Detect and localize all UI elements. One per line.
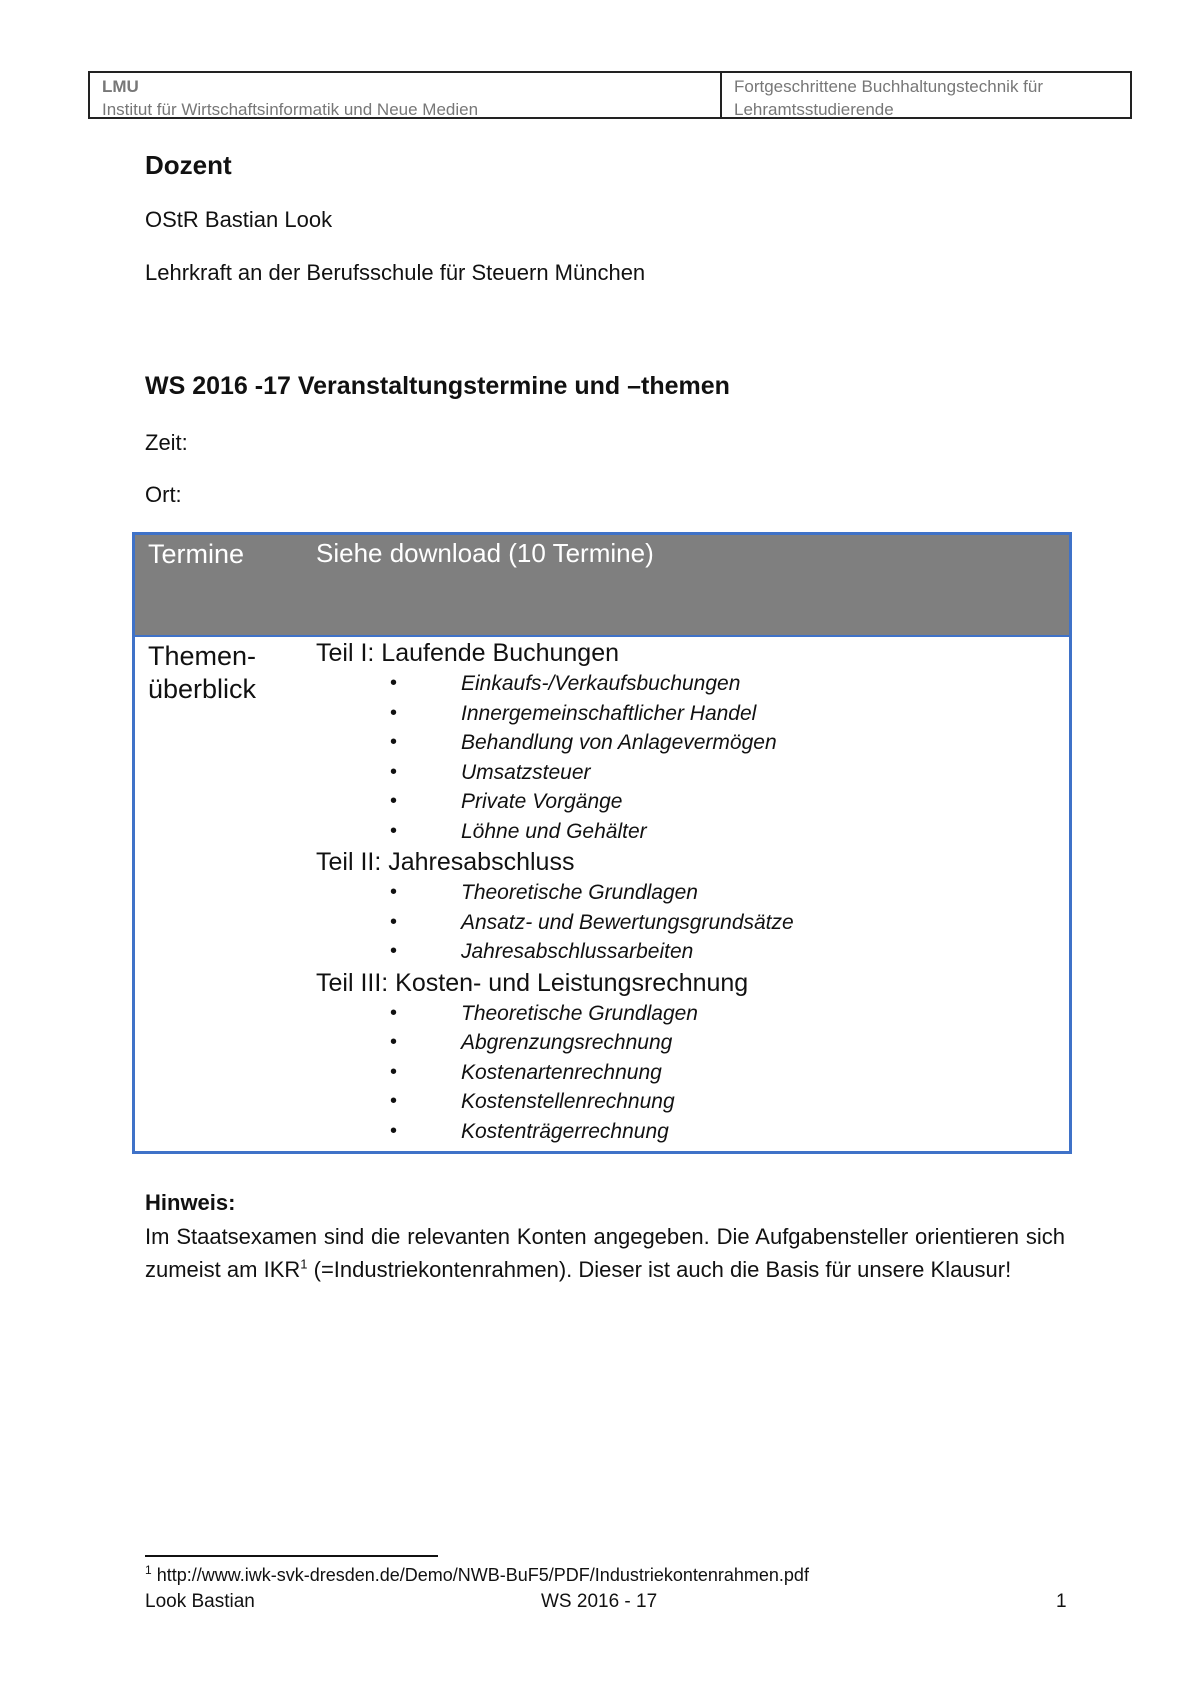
hinweis-title: Hinweis:	[145, 1190, 236, 1215]
bullet-icon: •	[390, 790, 398, 812]
hinweis-paragraph	[145, 1220, 1065, 1286]
topic-label: Kostenartenrechnung	[461, 1060, 662, 1084]
footer-semester: WS 2016 - 17	[541, 1591, 658, 1612]
termine-label: Termine	[148, 539, 245, 569]
topic-label: Löhne und Gehälter	[461, 819, 647, 843]
bullet-icon: •	[390, 1119, 398, 1142]
bullet-icon: •	[390, 731, 398, 753]
header-left-cell	[90, 73, 722, 117]
zeit-label: Zeit:	[145, 430, 188, 455]
page-header	[88, 71, 1132, 119]
topic-item	[316, 669, 794, 699]
themen-row	[135, 635, 1069, 1151]
bullet-icon: •	[390, 1090, 398, 1112]
bullet-icon: •	[390, 819, 398, 842]
termine-value: Siehe download (10 Termine)	[316, 538, 654, 568]
header-institute: Institut für Wirtschaftsinformatik und Neue Medien	[102, 100, 479, 119]
bullet-icon: •	[390, 1060, 398, 1083]
header-course-line1: Fortgeschrittene Buchhaltungstechnik für	[734, 77, 1044, 96]
footnote-mark: 1	[145, 1563, 152, 1577]
hinweis-text-after: (=Industriekontenrahmen). Dieser ist auch die Basis für unsere Klausur!	[307, 1257, 1012, 1282]
topic-label: Kostenträgerrechnung	[461, 1119, 669, 1143]
footer-author: Look Bastian	[145, 1591, 255, 1612]
themen-content	[316, 637, 794, 1146]
bullet-icon: •	[390, 760, 398, 783]
topic-item	[316, 787, 794, 817]
footnote-divider	[145, 1555, 438, 1557]
hinweis-text-before: Im Staatsexamen sind die relevanten Konten angegeben. Die Aufgabensteller orientieren sich zumeist am IKR	[145, 1224, 1065, 1282]
topic-label: Einkaufs-/Verkaufsbuchungen	[461, 672, 741, 695]
termine-row	[135, 535, 1069, 635]
topic-item	[316, 758, 794, 788]
topic-label: Theoretische Grundlagen	[461, 881, 698, 904]
topic-item	[316, 937, 794, 967]
topic-label: Private Vorgänge	[461, 790, 623, 813]
topic-item	[316, 728, 794, 758]
topic-label: Theoretische Grundlagen	[461, 1001, 698, 1025]
footer-page-number: 1	[1056, 1591, 1067, 1612]
footnote-reference[interactable]: 1	[300, 1256, 308, 1272]
topic-item	[316, 1087, 794, 1117]
schedule-table	[132, 532, 1072, 1154]
dozent-role: Lehrkraft an der Berufsschule für Steuern München	[145, 260, 646, 285]
ort-label: Ort:	[145, 482, 182, 507]
header-org: LMU	[102, 77, 139, 96]
bullet-icon: •	[390, 672, 398, 694]
part-title: Teil III: Kosten- und Leistungsrechnung	[316, 968, 749, 997]
topic-item	[316, 1117, 794, 1147]
part-title: Teil I: Laufende Buchungen	[316, 639, 620, 667]
themen-label-line2: überblick	[148, 674, 257, 704]
themen-label	[148, 640, 298, 706]
bullet-icon: •	[390, 940, 398, 962]
footnote-url-link[interactable]: http://www.iwk-svk-dresden.de/Demo/NWB-BuF5/PDF/Industriekontenrahmen.pdf	[151, 1565, 809, 1585]
topic-label: Kostenstellenrechnung	[461, 1090, 675, 1113]
bullet-icon: •	[390, 910, 398, 933]
topic-label: Umsatzsteuer	[461, 760, 591, 784]
topic-label: Ansatz- und Bewertungsgrundsätze	[461, 910, 794, 934]
footnote	[145, 1565, 809, 1586]
header-right-cell	[722, 73, 1130, 117]
bullet-icon: •	[390, 1031, 398, 1053]
part-title: Teil II: Jahresabschluss	[316, 848, 575, 876]
topic-item	[316, 1028, 794, 1058]
schedule-heading: WS 2016 -17 Veranstaltungstermine und –themen	[145, 372, 730, 400]
bullet-icon: •	[390, 1001, 398, 1024]
topic-label: Abgrenzungsrechnung	[461, 1031, 673, 1054]
dozent-heading: Dozent	[145, 150, 232, 180]
topic-item	[316, 908, 794, 938]
topic-label: Behandlung von Anlagevermögen	[461, 731, 777, 754]
topic-item	[316, 878, 794, 908]
topic-item	[316, 1058, 794, 1088]
dozent-name: OStR Bastian Look	[145, 207, 333, 232]
topic-label: Innergemeinschaftlicher Handel	[461, 701, 757, 725]
topic-item	[316, 817, 794, 847]
themen-label-line1: Themen-	[148, 641, 257, 671]
topic-label: Jahresabschlussarbeiten	[461, 940, 694, 963]
bullet-icon: •	[390, 881, 398, 903]
topic-item	[316, 999, 794, 1029]
topic-item	[316, 699, 794, 729]
header-course-line2: Lehramtsstudierende	[734, 100, 894, 119]
bullet-icon: •	[390, 701, 398, 724]
